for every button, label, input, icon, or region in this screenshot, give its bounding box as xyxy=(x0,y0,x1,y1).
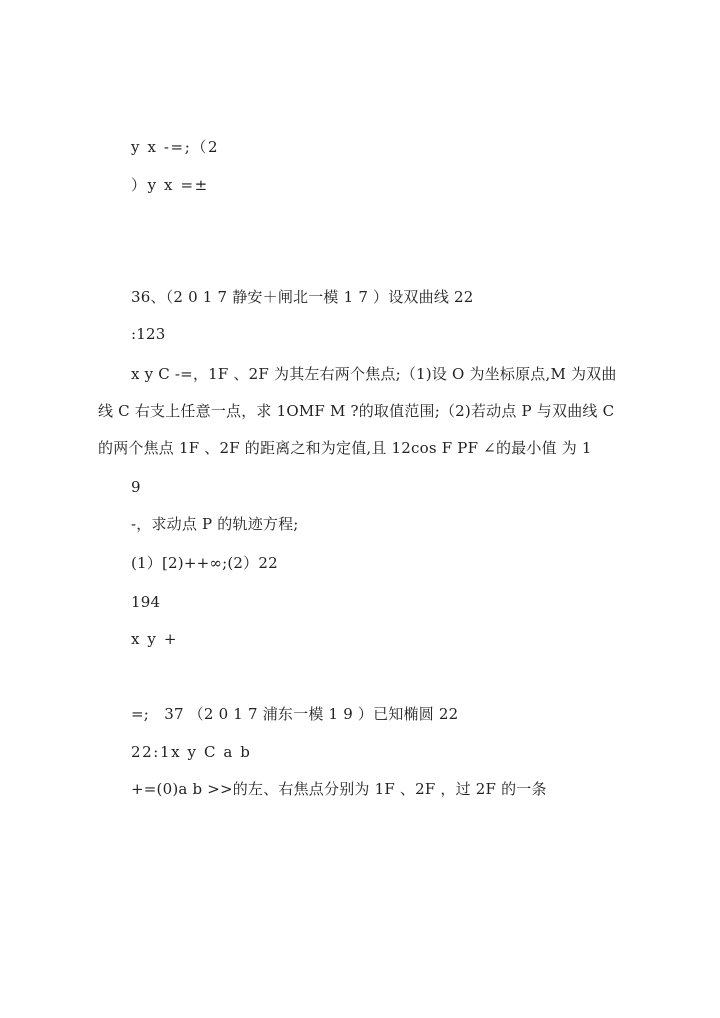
text-line-15: +=(0)a b >>的左、右焦点分别为 1F 、2F ，过 2F 的一条 xyxy=(131,780,547,798)
text-line-6: 线 C 右支上任意一点，求 1OMF M ?的取值范围;（2)若动点 P 与双曲线 C xyxy=(98,402,615,420)
text-line-9: -，求动点 P 的轨迹方程; xyxy=(131,515,299,533)
answer-36: (1）[2)++∞;(2）22 xyxy=(131,554,278,572)
text-line-14: 22:1x y C a b xyxy=(131,743,252,761)
text-line-7: 的两个焦点 1F 、2F 的距离之和为定值,且 12cos F PF ∠的最小值 为 1 xyxy=(98,439,592,457)
problem-36-heading: 36、（2 0 1 7 静安＋闸北一模 1 7 ）设双曲线 22 xyxy=(131,288,474,306)
problem-37-heading: =; 37 （2 0 1 7 浦东一模 1 9 ）已知椭圆 22 xyxy=(131,705,459,723)
text-line-8: 9 xyxy=(131,478,141,496)
text-line-5: x y C -=，1F 、2F 为其左右两个焦点;（1)设 O 为坐标原点,M 为双曲 xyxy=(131,365,617,383)
text-line-4: :123 xyxy=(131,325,166,343)
text-line-11: 194 xyxy=(131,593,161,611)
text-line-1: y x -=;（2 xyxy=(131,138,220,156)
text-line-2: ）y x =± xyxy=(131,176,209,194)
text-line-12: x y + xyxy=(131,630,179,648)
